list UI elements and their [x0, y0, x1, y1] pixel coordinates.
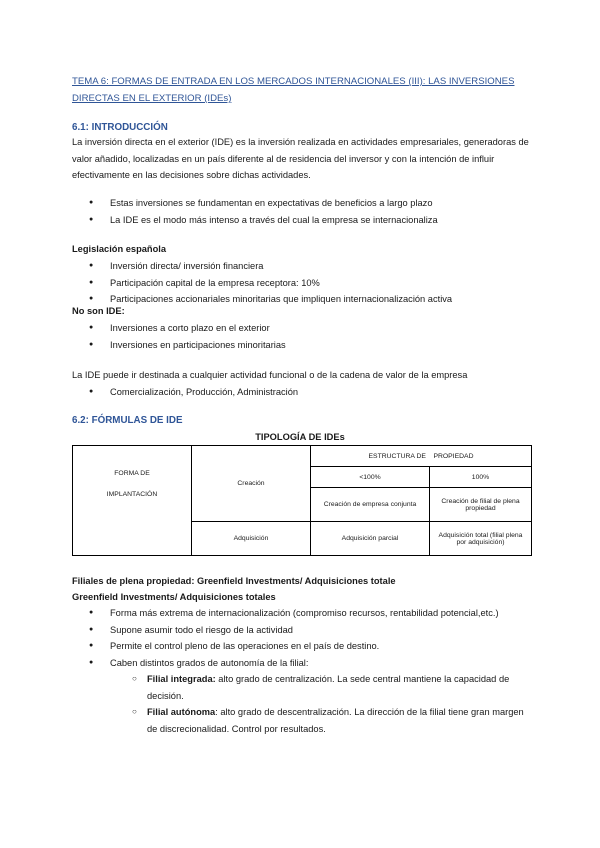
filial-autonoma-label: Filial autónoma: [147, 707, 216, 717]
list-item: ● Participaciones accionariales minoritarias que impliquen internacionalización activa: [72, 291, 532, 308]
list-item: ● Forma más extrema de internacionalización (compromiso recursos, rentabilidad potencial,etc.): [72, 605, 532, 622]
intro-bullet-list: [72, 195, 532, 228]
creacion-label: Creación: [192, 446, 311, 522]
cell-creacion-total: Creación de filial de plena propiedad: [430, 488, 532, 522]
greenfield-bullet-list: [72, 605, 532, 737]
list-item: ● Permite el control pleno de las operaciones en el país de destino.: [72, 638, 532, 655]
cell-creacion-menor: Creación de empresa conjunta: [311, 488, 430, 522]
section-heading-introduccion: 6.1: INTRODUCCIÓN: [72, 122, 168, 133]
forma-label: FORMA DE: [114, 469, 150, 477]
destino-paragraph: La IDE puede ir destinada a cualquier actividad funcional o de la cadena de valor de la empresa: [72, 370, 468, 380]
forma-implantacion-cell: [73, 446, 192, 522]
filial-autonoma-text: : alto grado de descentralización. La dirección de la filial tiene gran margen de discrecionalidad. Control por resultados.: [147, 707, 524, 734]
document-title: TEMA 6: FORMAS DE ENTRADA EN LOS MERCADOS INTERNACIONALES (III): LAS INVERSIONES DIRECTAS EN EL EXTERIOR (IDEs): [72, 76, 515, 104]
section-heading-formulas: 6.2: FÓRMULAS DE IDE: [72, 415, 183, 426]
tipologia-table: [72, 445, 532, 556]
list-item: ● Supone asumir todo el riesgo de la actividad: [72, 622, 532, 639]
no-son-ide-bullet-list: [72, 320, 532, 353]
list-item: ● Estas inversiones se fundamentan en expectativas de beneficios a largo plazo: [72, 195, 532, 212]
filiales-line: Filiales de plena propiedad: Greenfield Investments/ Adquisiciones totale: [72, 576, 396, 586]
list-item: ● Inversión directa/ inversión financiera: [72, 258, 532, 275]
filial-integrada-text: alto grado de centralización. La sede central mantiene la capacidad de decisión.: [147, 674, 510, 701]
adquisicion-label: Adquisición: [192, 522, 311, 556]
list-item: ● Inversiones en participaciones minoritarias: [72, 337, 532, 354]
empty-cell: [73, 522, 192, 556]
legislacion-bullet-list: [72, 258, 532, 308]
list-item: ● Inversiones a corto plazo en el exterior: [72, 320, 532, 337]
destino-bullet-list: [72, 384, 532, 401]
no-son-ide-heading: No son IDE:: [72, 306, 125, 316]
table-title: TIPOLOGÍA DE IDEs: [255, 432, 345, 442]
implantacion-label: IMPLANTACIÓN: [106, 490, 158, 498]
col-header-100: 100%: [430, 467, 532, 488]
list-item: ● Participación capital de la empresa receptora: 10%: [72, 275, 532, 292]
list-item: ● Comercialización, Producción, Administración: [72, 384, 532, 401]
cell-adquisicion-total: Adquisición total (filial plena por adquisición): [430, 522, 532, 556]
filial-integrada-label: Filial integrada:: [147, 674, 216, 684]
sub-list-item-filial-integrada: [72, 671, 532, 704]
greenfield-heading: Greenfield Investments/ Adquisiciones totales: [72, 592, 276, 602]
cell-adquisicion-menor: Adquisición parcial: [311, 522, 430, 556]
col-header-menor-100: <100%: [311, 467, 430, 488]
intro-paragraph: La inversión directa en el exterior (IDE) es la inversión realizada en actividades empresariales, generadoras de valor añadido, localizadas en un país diferente al de residencia del inversor y con la intención de influir efectivamente en las decisiones sobre dichas actividades.: [72, 137, 529, 180]
sub-list-item-filial-autonoma: [72, 704, 532, 737]
legislacion-heading: Legislación española: [72, 244, 167, 254]
list-item: ● Caben distintos grados de autonomía de la filial:: [72, 655, 532, 672]
list-item: ● La IDE es el modo más intenso a través del cual la empresa se internacionaliza: [72, 212, 532, 229]
estructura-propiedad-header: ESTRUCTURA DE PROPIEDAD: [311, 446, 532, 467]
